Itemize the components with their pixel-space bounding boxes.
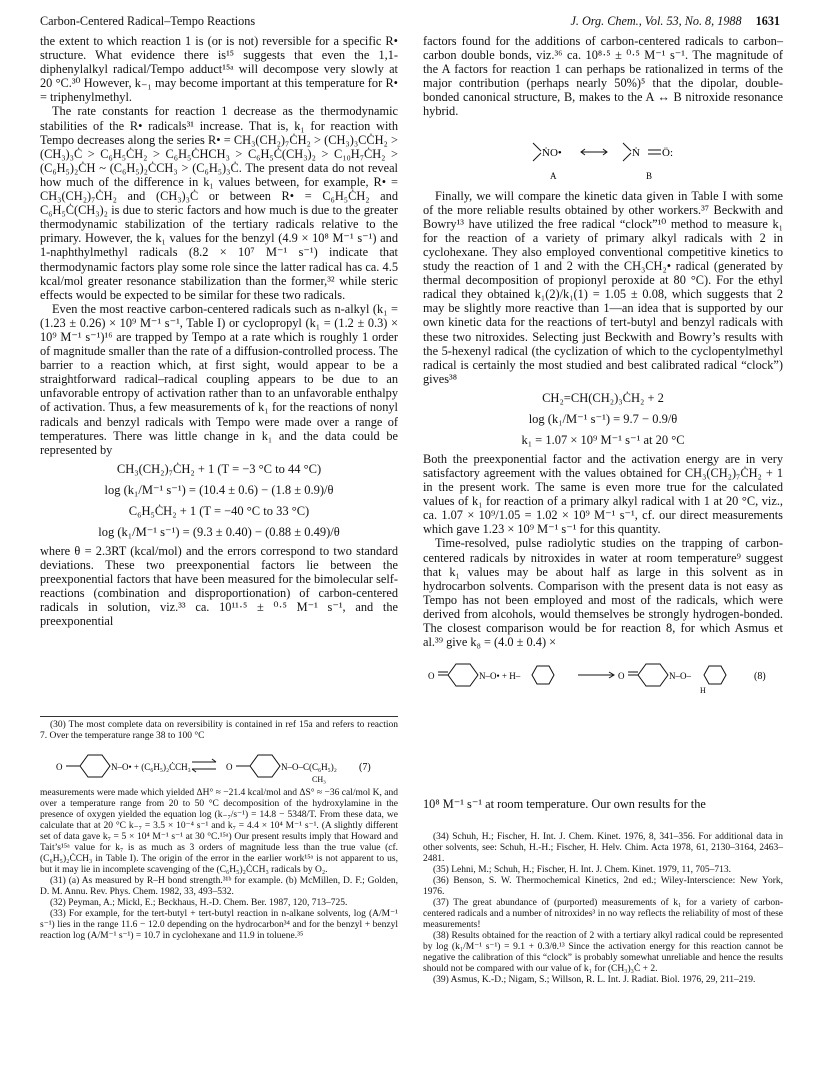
svg-text:O: O (56, 762, 63, 772)
equation: CH₃(CH₂)₇ĊH₂ + 1 (T = −3 °C to 44 °C) (116, 461, 322, 476)
equation: CH₂=CH(CH₂)₃ĊH₂ + 2 (542, 390, 664, 405)
paragraph: Both the preexponential factor and the activation energy are in very satisfactory agreement with the values obtained for CH₃(CH₂)₇ĊH₂ + 1 in the present work. The same is even more true for the calculated values of k₁ for reaction of a primary alkyl radical with 1 at 20 °C, viz., ca. 1.07 × 10⁹/1.05 = 1.02 × 10⁹ M⁻¹ s⁻¹, cf. our direct measurements which gave 1.23 × 10⁹ M⁻¹ s⁻¹ for this quantity. (423, 451, 783, 537)
footnote: (37) The great abundance of (purported) measurements of k₁ for a variety of carbon-centered radicals and a number of nitroxides³ in no way reflects the reliability of most of these measurements! (423, 898, 783, 930)
paragraph: where θ = 2.3RT (kcal/mol) and the errors correspond to two standard deviations. These two preexponential factors lie between the preexponential factors that have been measured for the bimolecular self-reactions (combination and disproportionation) of carbon-centered radicals in solution, viz.³³ ca. 10¹¹·⁵ ± ⁰·⁵ M⁻¹ s⁻¹, and the preexponential (40, 543, 398, 629)
svg-text:N–O–C(C₆H₅)₂: N–O–C(C₆H₅)₂ (281, 762, 337, 772)
svg-text:CH₃: CH₃ (312, 775, 326, 784)
reaction-8-scheme (423, 655, 783, 695)
equation: log (k₁/M⁻¹ s⁻¹) = 9.7 − 0.9/θ (528, 411, 678, 426)
paragraph-continuation: 10⁸ M⁻¹ s⁻¹ at room temperature. Our own results for the (423, 797, 706, 811)
paragraph: Even the most reactive carbon-centered radicals such as n-alkyl (k₁ = (1.23 ± 0.26) × 10⁹ M⁻¹ s⁻¹, Table I) or cyclopropyl (k₁ = (1.2 ± 0.3) × 10⁹ M⁻¹ s⁻¹)¹⁶ are trapped by Tempo at a rate which is roughly 1 order of magnitude smaller than the rate of a diffusion-controlled process. The barrier to a reaction which, at first sight, would appear to be a straightforward radical–radical coupling appears to be due to an unfavorable entropy of activation rather than to an unfavorable enthalpy of activation. Thus, a few measurements of k₁ for the reactions of nonyl radicals and benzyl radicals with Tempo were made over a range of temperatures. There was little change in k₁ and the data could be represented by (40, 301, 398, 457)
reaction-7-scheme (40, 746, 398, 786)
equation: k₁ = 1.07 × 10⁹ M⁻¹ s⁻¹ at 20 °C (521, 432, 685, 447)
svg-text:ṄO•: ṄO• (542, 146, 562, 159)
svg-text:H: H (700, 686, 706, 696)
paragraph: Time-resolved, pulse radiolytic studies on the trapping of carbon-centered radicals by nitroxides in water at room temperature⁹ suggest that k₁ values may be about half as large in this solvent as in hydrocarbon solvents. Comparison with the present data is not easy as Tempo has not been employed and most of the radicals, which were derived from alcohols, would themselves be strongly hydrogen-bonded. The closest comparison would be for reaction 8, for which Asmus et al.³⁹ give k₈ = (4.0 ± 0.4) × (423, 536, 783, 650)
equation-number: (8) (754, 671, 766, 683)
footnote: (34) Schuh, H.; Fischer, H. Int. J. Chem. Kinet. 1976, 8, 341–356. For additional data in other solvents, see: Schuh, H.-H.; Fischer, H. Helv. Chim. Acta 1978, 61, 2130–3164, 2463–2481. (423, 832, 783, 864)
footnote: measurements were made which yielded ΔH° ≈ −21.4 kcal/mol and ΔS° ≈ −36 cal/mol K, and over a temperature range from 20 to 50 °C decomposition of the hydroxylamine in the presence of oxygen yielded the equation log (k₋₇/s⁻¹) = 14.8 − 5348/T. From these data, we calculate that at 20 °C k₋₇ = 3.5 × 10⁻⁴ s⁻¹ and k₇ = 4.4 × 10⁴ M⁻¹ s⁻¹. (A slightly different set of data gave k₇ = 5 × 10⁴ M⁻¹ s⁻¹ at 30 °C.¹⁵ᵃ) Our present results imply that Howard and Tait’s¹⁵ᵃ value for k₇ is as much as 3 orders of magnitude less than the true value (cf. (C₆H₅)₂ĊCH₃ in Table I). The origin of the error in the earlier work¹⁵ᵃ is not apparent to us, but it may lie in incomplete scavenging of the (C₆H₅)₂ĊCH₃ radicals by O₂. (40, 788, 398, 875)
paragraph: The rate constants for reaction 1 decrease as the thermodynamic stabilities of the R• radicals³¹ increase. That is, k₁ for reaction with Tempo decreases along the series R• = CH₃(CH₂)₇ĊH₂ > (CH₃)₃CĊH₂ > (CH₃)₃Ċ > C₆H₅ĊH₂ > C₆H₅ĊHCH₃ > C₆H₅Ċ(CH₃)₂ > C₁₀H₇ĊH₂ > (C₆H₅)₂ĊH ~ (C₆H₅)₂ĊCH₃ > (C₆H₅)₃Ċ. The present data do not reveal how much of the difference in k₁ values between, for example, R• = CH₃(CH₂)₇ĊH₂ and (CH₃)₃Ċ or between R• = C₆H₅ĊH₂ and C₆H₅Ċ(CH₃)₂ is due to steric factors and how much is due to the greater thermodynamic stabilization of the tertiary radicals relative to the primary. However, the k₁ values for the benzyl (4.9 × 10⁸ M⁻¹ s⁻¹) and 1-naphthylmethyl radicals (8.2 × 10⁷ M⁻¹ s⁻¹) indicate that thermodynamic factors play some role since the latter radical has ca. 4.5 kcal/mol greater resonance stabilization than the former,³² while steric effects would be expected to be similar for these two radicals. (40, 104, 398, 302)
resonance-structures (423, 127, 783, 183)
reaction-7-diagram (54, 746, 384, 786)
svg-text:N–O–: N–O– (669, 671, 691, 682)
footnote: (39) Asmus, K.-D.; Nigam, S.; Willson, R. L. Int. J. Radiat. Biol. 1976, 29, 211–219. (433, 975, 756, 985)
equation: log (k₁/M⁻¹ s⁻¹) = (9.3 ± 0.40) − (0.88 ± 0.49)/θ (98, 524, 340, 539)
footnote: (35) Lehni, M.; Schuh, H.; Fischer, H. Int. J. Chem. Kinet. 1979, 11, 705–713. (433, 865, 731, 875)
svg-text:O: O (428, 671, 435, 682)
footnote: (36) Benson, S. W. Thermochemical Kinetics, 2nd ed.; Wiley-Interscience: New York, 1976. (423, 876, 783, 897)
paragraph: the extent to which reaction 1 is (or is not) reversible for a specific R• structure. What evidence there is¹⁵ suggests that even the 1,1-diphenylalkyl radical/Tempo adduct¹⁵ᵃ will decompose very slowly at 20 °C.³⁰ However, k₋₁ may become important at this temperature for R• = triphenylmethyl. (40, 34, 398, 105)
right-column (423, 34, 783, 701)
svg-text:O: O (226, 762, 233, 772)
paragraph: Finally, we will compare the kinetic data given in Table I with some of the more reliable results obtained by other workers.³⁷ Beckwith and Bowry¹³ have utilized the free radical “clock”¹⁰ method to measure k₁ for the reaction of a variety of primary alkyl radicals with 2 in cyclohexane. They also employed conventional competitive kinetics to study the reaction of 1 and 2 with the CH₃CH₂• radical (generated by thermal decomposition of propionyl peroxide at 80 °C). For the ethyl radical they obtained k₁(2)/k₁(1) = 1.05 ± 0.08, which suggests that 2 may be slightly more reactive than 1—an idea that is supported by our own kinetic data for the reactions of tert-butyl and benzyl radicals with these two nitroxides. Selecting just Beckwith and Bowry’s results with the 5-hexenyl radical (the cyclization of which to the cyclopentylmethyl radical is certainly the most studied and best calibrated radical “clock”) gives³⁸ (423, 188, 783, 386)
structure-label-B: B (646, 170, 653, 181)
footnote: (38) Results obtained for the reaction of 2 with a tertiary alkyl radical could be represented by log (k₁/M⁻¹ s⁻¹) = 9.1 + 0.3/θ.¹³ Since the activation energy for this reaction cannot be negative the calibration of this “clock” is probably somewhat unreliable and hence the results should not be compared with our value of k₁ for (CH₃)₃Ċ + 2. (423, 931, 783, 974)
nitroxide-resonance-diagram (503, 127, 703, 183)
running-title: Carbon-Centered Radical–Tempo Reactions (40, 14, 256, 28)
svg-text:Ṅ: Ṅ (632, 146, 640, 159)
structure-label-A: A (550, 170, 557, 181)
footnotes-left (40, 716, 398, 942)
page-number: 1631 (755, 14, 780, 28)
journal-citation (570, 14, 780, 30)
equation-number: (7) (359, 762, 371, 773)
svg-text:N–O• + (C₆H₅)₂ĊCH₃: N–O• + (C₆H₅)₂ĊCH₃ (111, 762, 191, 772)
equation: C₆H₅ĊH₂ + 1 (T = −40 °C to 33 °C) (128, 503, 310, 518)
paragraph: factors found for the additions of carbon-centered radicals to carbon–carbon double bonds, viz.³⁶ ca. 10⁸·⁵ ± ⁰·⁵ M⁻¹ s⁻¹. The magnitude of the A factors for reaction 1 can perhaps be rationalized in terms of the major contribution (perhaps nearly 50%)⁵ that the dipolar, double-bonded canonical structure, B, makes to the A ↔ B nitroxide resonance hybrid. (423, 34, 783, 119)
svg-text:O: O (618, 671, 625, 682)
footnote: (31) (a) As measured by R–H bond strength.³¹ᵇ for example. (b) McMillen, D. F.; Golden, D. M. Annu. Rev. Phys. Chem. 1982, 33, 493–532. (40, 876, 398, 897)
footnotes-right (423, 832, 783, 986)
svg-text:Ö:: Ö: (662, 146, 673, 159)
equation: log (k₁/M⁻¹ s⁻¹) = (10.4 ± 0.6) − (1.8 ± 0.9)/θ (104, 482, 334, 497)
left-column (40, 34, 398, 628)
footnote: (33) For example, for the tert-butyl + tert-butyl reaction in n-alkane solvents, log (A/M⁻¹ s⁻¹) lies in the range 11.6 − 12.0 depending on the hydrocarbon³⁴ and for the benzyl + benzyl reaction log (A/M⁻¹ s⁻¹) = 10.7 in cyclohexane and 11.9 in toluene.³⁵ (40, 909, 398, 941)
svg-text:N–O• + H–: N–O• + H– (479, 671, 521, 682)
footnote: (32) Peyman, A.; Mickl, E.; Beckhaus, H.-D. Chem. Ber. 1987, 120, 713–725. (50, 898, 348, 908)
footnote: (30) The most complete data on reversibility is contained in ref 15a and refers to reaction 7. Over the temperature range 38 to 100 °C (40, 720, 398, 741)
reaction-8-diagram (428, 655, 778, 695)
journal-name: J. Org. Chem., Vol. 53, No. 8, 1988 (570, 14, 742, 28)
running-header (40, 14, 780, 30)
